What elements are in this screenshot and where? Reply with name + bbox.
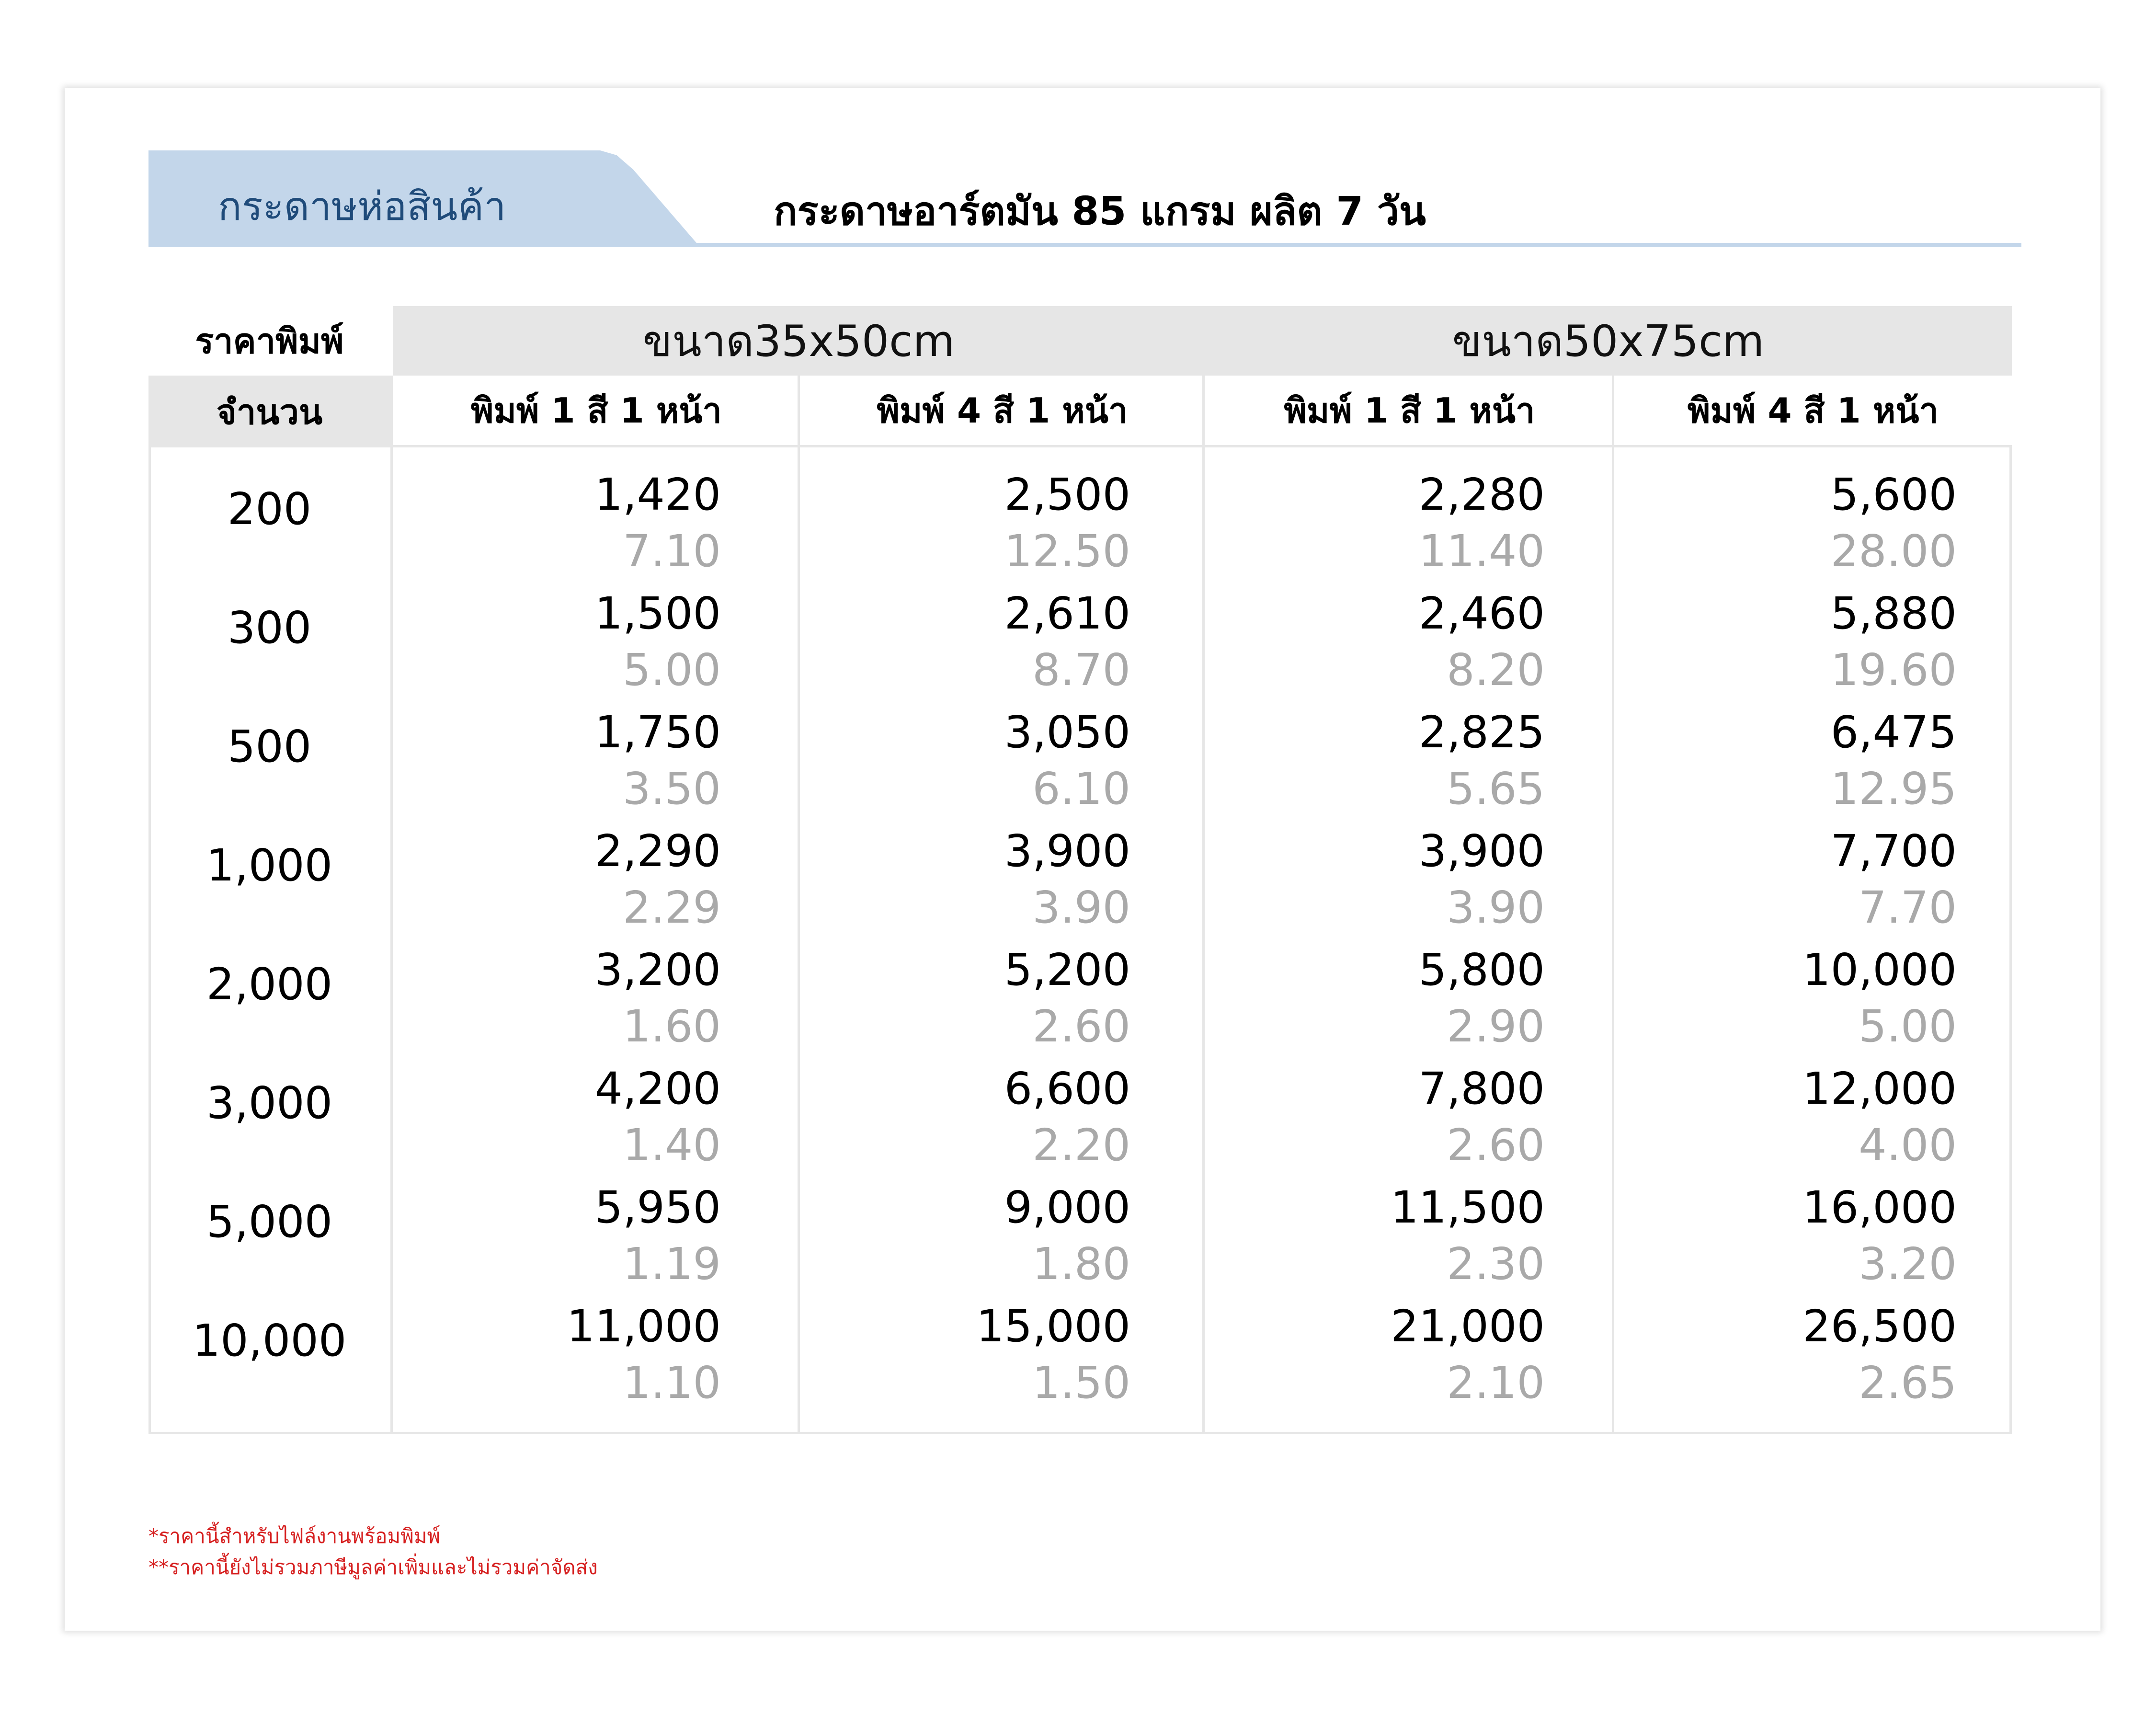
footnote-ready-file: *ราคานี้สำหรับไฟล์งานพร้อมพิมพ์ — [148, 1524, 441, 1548]
quantity-cell: 3,000 — [206, 1077, 333, 1129]
unit-price-cell: 8.70 — [1032, 644, 1130, 696]
total-price-cell: 7,800 — [1418, 1063, 1545, 1114]
total-price-cell: 5,800 — [1418, 944, 1545, 995]
column-header: พิมพ์ 1 สี 1 หน้า — [393, 376, 800, 447]
category-tab-label: กระดาษห่อสินค้า — [218, 184, 506, 229]
total-price-cell: 1,500 — [594, 588, 721, 639]
total-price-cell: 15,000 — [976, 1301, 1130, 1352]
price-sheet-card — [65, 88, 2100, 1631]
unit-price-cell: 1.80 — [1032, 1238, 1130, 1290]
column-header: พิมพ์ 4 สี 1 หน้า — [1614, 376, 2012, 447]
unit-price-cell: 2.10 — [1447, 1357, 1545, 1408]
total-price-cell: 21,000 — [1391, 1301, 1545, 1352]
total-price-cell: 4,200 — [594, 1063, 721, 1114]
unit-price-cell: 4.00 — [1859, 1120, 1957, 1171]
product-title: กระดาษอาร์ตมัน 85 แกรม ผลิต 7 วัน — [774, 189, 1426, 234]
unit-price-cell: 2.20 — [1032, 1120, 1130, 1171]
total-price-cell: 6,600 — [1004, 1063, 1130, 1114]
unit-price-cell: 2.90 — [1447, 1001, 1545, 1052]
unit-price-cell: 1.19 — [623, 1238, 721, 1290]
stub-price-label: ราคาพิมพ์ — [195, 321, 344, 361]
total-price-cell: 3,900 — [1418, 825, 1545, 877]
unit-price-cell: 5.00 — [1859, 1001, 1957, 1052]
total-price-cell: 3,050 — [1004, 707, 1130, 758]
unit-price-cell: 2.30 — [1447, 1238, 1545, 1290]
total-price-cell: 12,000 — [1802, 1063, 1957, 1114]
unit-price-cell: 1.40 — [623, 1120, 721, 1171]
total-price-cell: 5,950 — [594, 1182, 721, 1233]
unit-price-cell: 2.29 — [623, 882, 721, 933]
unit-price-cell: 7.70 — [1859, 882, 1957, 933]
quantity-cell: 1,000 — [206, 840, 333, 891]
size-header-50x75: ขนาด50x75cm — [1205, 306, 2012, 376]
footnote-vat-shipping: **ราคานี้ยังไม่รวมภาษีมูลค่าเพิ่มและไม่รวมค่าจัดส่ง — [148, 1555, 598, 1579]
column-divider — [390, 376, 393, 1434]
quantity-cell: 10,000 — [192, 1315, 347, 1366]
total-price-cell: 10,000 — [1802, 944, 1957, 995]
total-price-cell: 2,500 — [1004, 469, 1130, 520]
total-price-cell: 7,700 — [1830, 825, 1957, 877]
price-table — [148, 306, 2012, 1434]
total-price-cell: 2,280 — [1418, 469, 1545, 520]
total-price-cell: 2,460 — [1418, 588, 1545, 639]
unit-price-cell: 3.50 — [623, 763, 721, 814]
unit-price-cell: 12.95 — [1830, 763, 1957, 814]
unit-price-cell: 3.20 — [1859, 1238, 1957, 1290]
column-divider — [798, 376, 800, 1434]
quantity-cell: 300 — [227, 602, 312, 653]
total-price-cell: 2,290 — [594, 825, 721, 877]
unit-price-cell: 19.60 — [1830, 644, 1957, 696]
unit-price-cell: 3.90 — [1032, 882, 1130, 933]
total-price-cell: 5,600 — [1830, 469, 1957, 520]
quantity-cell: 5,000 — [206, 1196, 333, 1247]
unit-price-cell: 2.60 — [1447, 1120, 1545, 1171]
total-price-cell: 16,000 — [1802, 1182, 1957, 1233]
column-header: พิมพ์ 4 สี 1 หน้า — [800, 376, 1205, 447]
unit-price-cell: 3.90 — [1447, 882, 1545, 933]
column-divider — [1202, 376, 1205, 1434]
total-price-cell: 2,825 — [1418, 707, 1545, 758]
quantity-cell: 200 — [227, 483, 312, 535]
unit-price-cell: 1.50 — [1032, 1357, 1130, 1408]
unit-price-cell: 1.60 — [623, 1001, 721, 1052]
total-price-cell: 1,420 — [594, 469, 721, 520]
unit-price-cell: 5.00 — [623, 644, 721, 696]
unit-price-cell: 11.40 — [1418, 526, 1545, 577]
total-price-cell: 5,200 — [1004, 944, 1130, 995]
unit-price-cell: 2.60 — [1032, 1001, 1130, 1052]
total-price-cell: 9,000 — [1004, 1182, 1130, 1233]
quantity-cell: 2,000 — [206, 959, 333, 1010]
unit-price-cell: 8.20 — [1447, 644, 1545, 696]
column-divider — [1612, 376, 1614, 1434]
total-price-cell: 26,500 — [1802, 1301, 1957, 1352]
quantity-cell: 500 — [227, 721, 312, 772]
total-price-cell: 1,750 — [594, 707, 721, 758]
size-header-35x50: ขนาด35x50cm — [393, 306, 1205, 376]
total-price-cell: 11,000 — [567, 1301, 721, 1352]
stub-quantity-label: จำนวน — [148, 376, 390, 447]
total-price-cell: 11,500 — [1391, 1182, 1545, 1233]
unit-price-cell: 6.10 — [1032, 763, 1130, 814]
unit-price-cell: 7.10 — [623, 526, 721, 577]
total-price-cell: 5,880 — [1830, 588, 1957, 639]
column-header: พิมพ์ 1 สี 1 หน้า — [1205, 376, 1614, 447]
unit-price-cell: 2.65 — [1859, 1357, 1957, 1408]
header-divider — [148, 243, 2021, 247]
total-price-cell: 3,900 — [1004, 825, 1130, 877]
unit-price-cell: 28.00 — [1830, 526, 1957, 577]
unit-price-cell: 5.65 — [1447, 763, 1545, 814]
total-price-cell: 3,200 — [594, 944, 721, 995]
unit-price-cell: 1.10 — [623, 1357, 721, 1408]
total-price-cell: 2,610 — [1004, 588, 1130, 639]
unit-price-cell: 12.50 — [1004, 526, 1130, 577]
total-price-cell: 6,475 — [1830, 707, 1957, 758]
